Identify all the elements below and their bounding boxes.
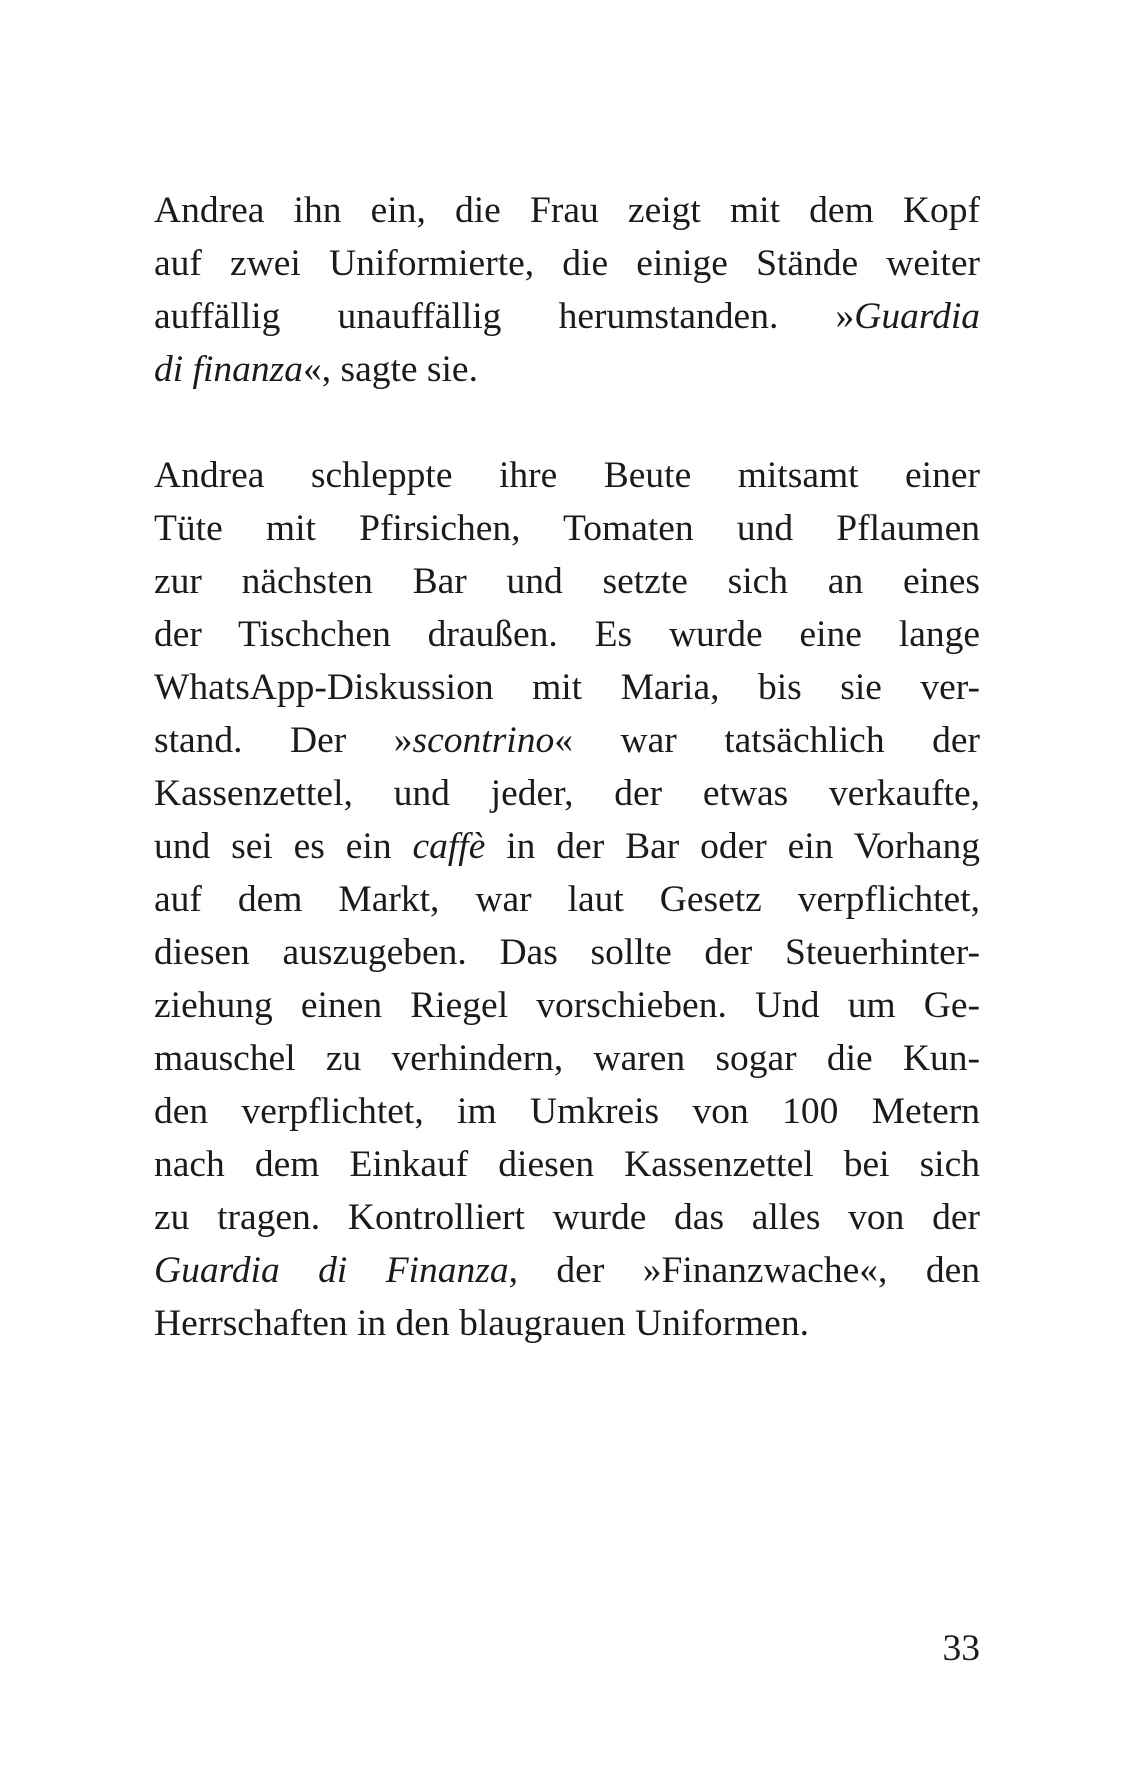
- page-body: [154, 184, 980, 1403]
- text-line: [154, 237, 980, 290]
- body-text: mauschel zu verhindern, waren sogar die Kun-: [154, 1038, 980, 1079]
- text-line: [154, 555, 980, 608]
- paragraph: [154, 184, 980, 396]
- body-text: diesen auszugeben. Das sollte der Steuerhinter-: [154, 932, 980, 973]
- body-text: Andrea schleppte ihre Beute mitsamt einer: [154, 455, 980, 496]
- body-text: in der Bar oder ein Vorhang: [485, 826, 980, 867]
- text-line: [154, 1297, 980, 1350]
- body-text: nach dem Einkauf diesen Kassenzettel bei sich: [154, 1144, 980, 1185]
- text-line: [154, 608, 980, 661]
- body-text: «, sagte sie.: [302, 349, 478, 390]
- body-text: WhatsApp-Diskussion mit Maria, bis sie ver-: [154, 667, 980, 708]
- body-text: Kassenzettel, und jeder, der etwas verkaufte,: [154, 773, 980, 814]
- body-text: Andrea ihn ein, die Frau zeigt mit dem Kopf: [154, 190, 980, 231]
- italic-text: Guardia: [854, 296, 980, 337]
- body-text: auf zwei Uniformierte, die einige Stände weiter: [154, 243, 980, 284]
- text-line: [154, 502, 980, 555]
- body-text: Tüte mit Pfirsichen, Tomaten und Pflaumen: [154, 508, 980, 549]
- text-line: [154, 343, 980, 396]
- text-line: [154, 979, 980, 1032]
- body-text: ziehung einen Riegel vorschieben. Und um Ge-: [154, 985, 980, 1026]
- text-line: [154, 1085, 980, 1138]
- body-text: , der »Finanzwache«, den: [508, 1250, 981, 1291]
- italic-text: scontrino: [412, 720, 555, 761]
- text-line: [154, 290, 980, 343]
- italic-text: di finanza: [154, 349, 303, 390]
- text-line: [154, 820, 980, 873]
- page-number: 33: [942, 1628, 980, 1669]
- text-line: [154, 661, 980, 714]
- body-text: auffällig unauffällig herumstanden. »: [154, 296, 855, 337]
- italic-text: Guardia di Finanza: [154, 1250, 509, 1291]
- text-line: [154, 1191, 980, 1244]
- text-line: [154, 926, 980, 979]
- body-text: « war tatsächlich der: [554, 720, 980, 761]
- text-line: [154, 184, 980, 237]
- text-line: [154, 873, 980, 926]
- body-text: den verpflichtet, im Umkreis von 100 Metern: [154, 1091, 980, 1132]
- body-text: Herrschaften in den blaugrauen Uniformen.: [154, 1303, 809, 1344]
- text-line: [154, 1244, 980, 1297]
- text-line: [154, 1138, 980, 1191]
- body-text: und sei es ein: [154, 826, 413, 867]
- body-text: der Tischchen draußen. Es wurde eine lange: [154, 614, 980, 655]
- text-line: [154, 449, 980, 502]
- italic-text: caffè: [412, 826, 486, 867]
- body-text: stand. Der »: [154, 720, 413, 761]
- body-text: auf dem Markt, war laut Gesetz verpflichtet,: [154, 879, 980, 920]
- text-line: [154, 1032, 980, 1085]
- body-text: zu tragen. Kontrolliert wurde das alles von der: [154, 1197, 980, 1238]
- paragraph: [154, 449, 980, 1350]
- body-text: zur nächsten Bar und setzte sich an eines: [154, 561, 980, 602]
- text-line: [154, 767, 980, 820]
- text-line: [154, 714, 980, 767]
